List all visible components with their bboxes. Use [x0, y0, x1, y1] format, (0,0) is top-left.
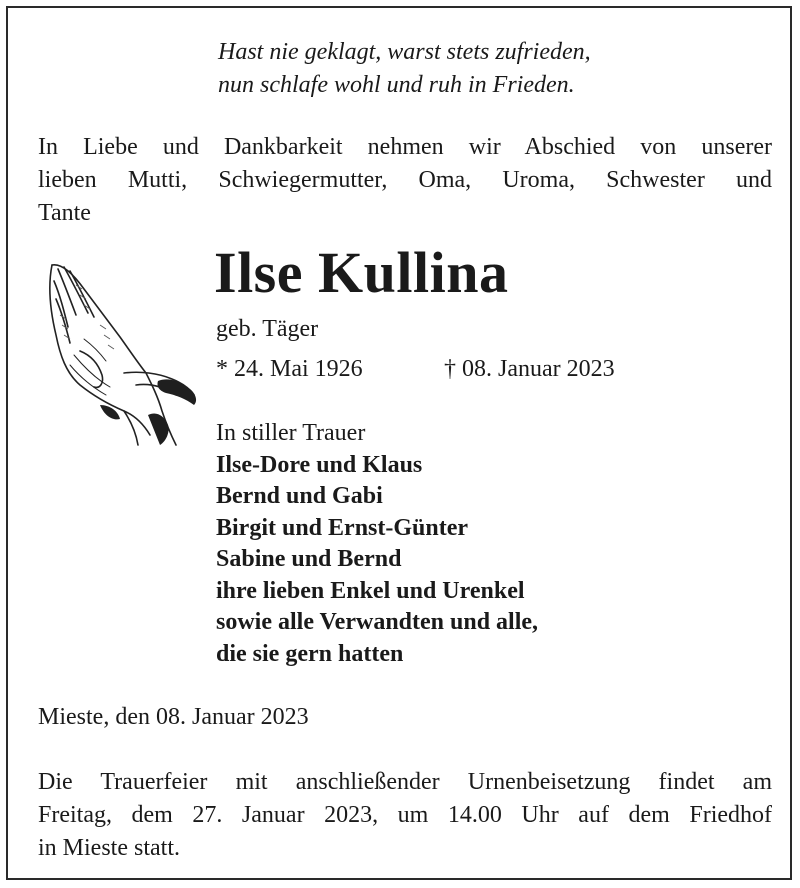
intro-line-2: lieben Mutti, Schwiegermutter, Oma, Uroma, Schwester und	[38, 167, 772, 193]
mourner-line: Bernd und Gabi	[216, 483, 383, 509]
death-date: † 08. Januar 2023	[444, 356, 615, 382]
funeral-notice	[38, 766, 772, 865]
mourner-line: Birgit und Ernst-Günter	[216, 514, 469, 541]
obituary-frame	[6, 6, 792, 880]
poem-line-2: nun schlafe wohl und ruh in Frieden.	[218, 72, 575, 98]
mourner-line: ihre lieben Enkel und Urenkel	[216, 577, 525, 604]
birth-date: * 24. Mai 1926	[216, 356, 363, 382]
mourner-line: Sabine und Bernd	[216, 546, 402, 572]
funeral-line-1: Die Trauerfeier mit anschließender Urnenbeisetzung findet am	[38, 769, 772, 795]
birth-name: geb. Täger	[216, 316, 319, 342]
place-and-date: Mieste, den 08. Januar 2023	[38, 704, 309, 730]
life-dates	[216, 354, 615, 384]
mourner-line: sowie alle Verwandten und alle,	[216, 609, 539, 635]
mourners-block	[216, 418, 538, 670]
intro-text	[38, 131, 772, 230]
intro-line-3: Tante	[38, 200, 91, 226]
funeral-line-3: in Mieste statt.	[38, 835, 180, 861]
mourner-line: die sie gern hatten	[216, 640, 404, 667]
poem-line-1: Hast nie geklagt, warst stets zufrieden,	[218, 39, 591, 65]
deceased-name: Ilse Kullina	[214, 240, 509, 305]
intro-line-1: In Liebe und Dankbarkeit nehmen wir Abschied von unserer	[38, 134, 772, 160]
funeral-line-2: Freitag, dem 27. Januar 2023, um 14.00 Uhr auf dem Friedhof	[38, 802, 772, 828]
mourner-line: Ilse-Dore und Klaus	[216, 451, 423, 478]
mourning-heading: In stiller Trauer	[216, 420, 366, 446]
praying-hands-icon	[40, 255, 200, 451]
poem-verse	[218, 36, 591, 102]
